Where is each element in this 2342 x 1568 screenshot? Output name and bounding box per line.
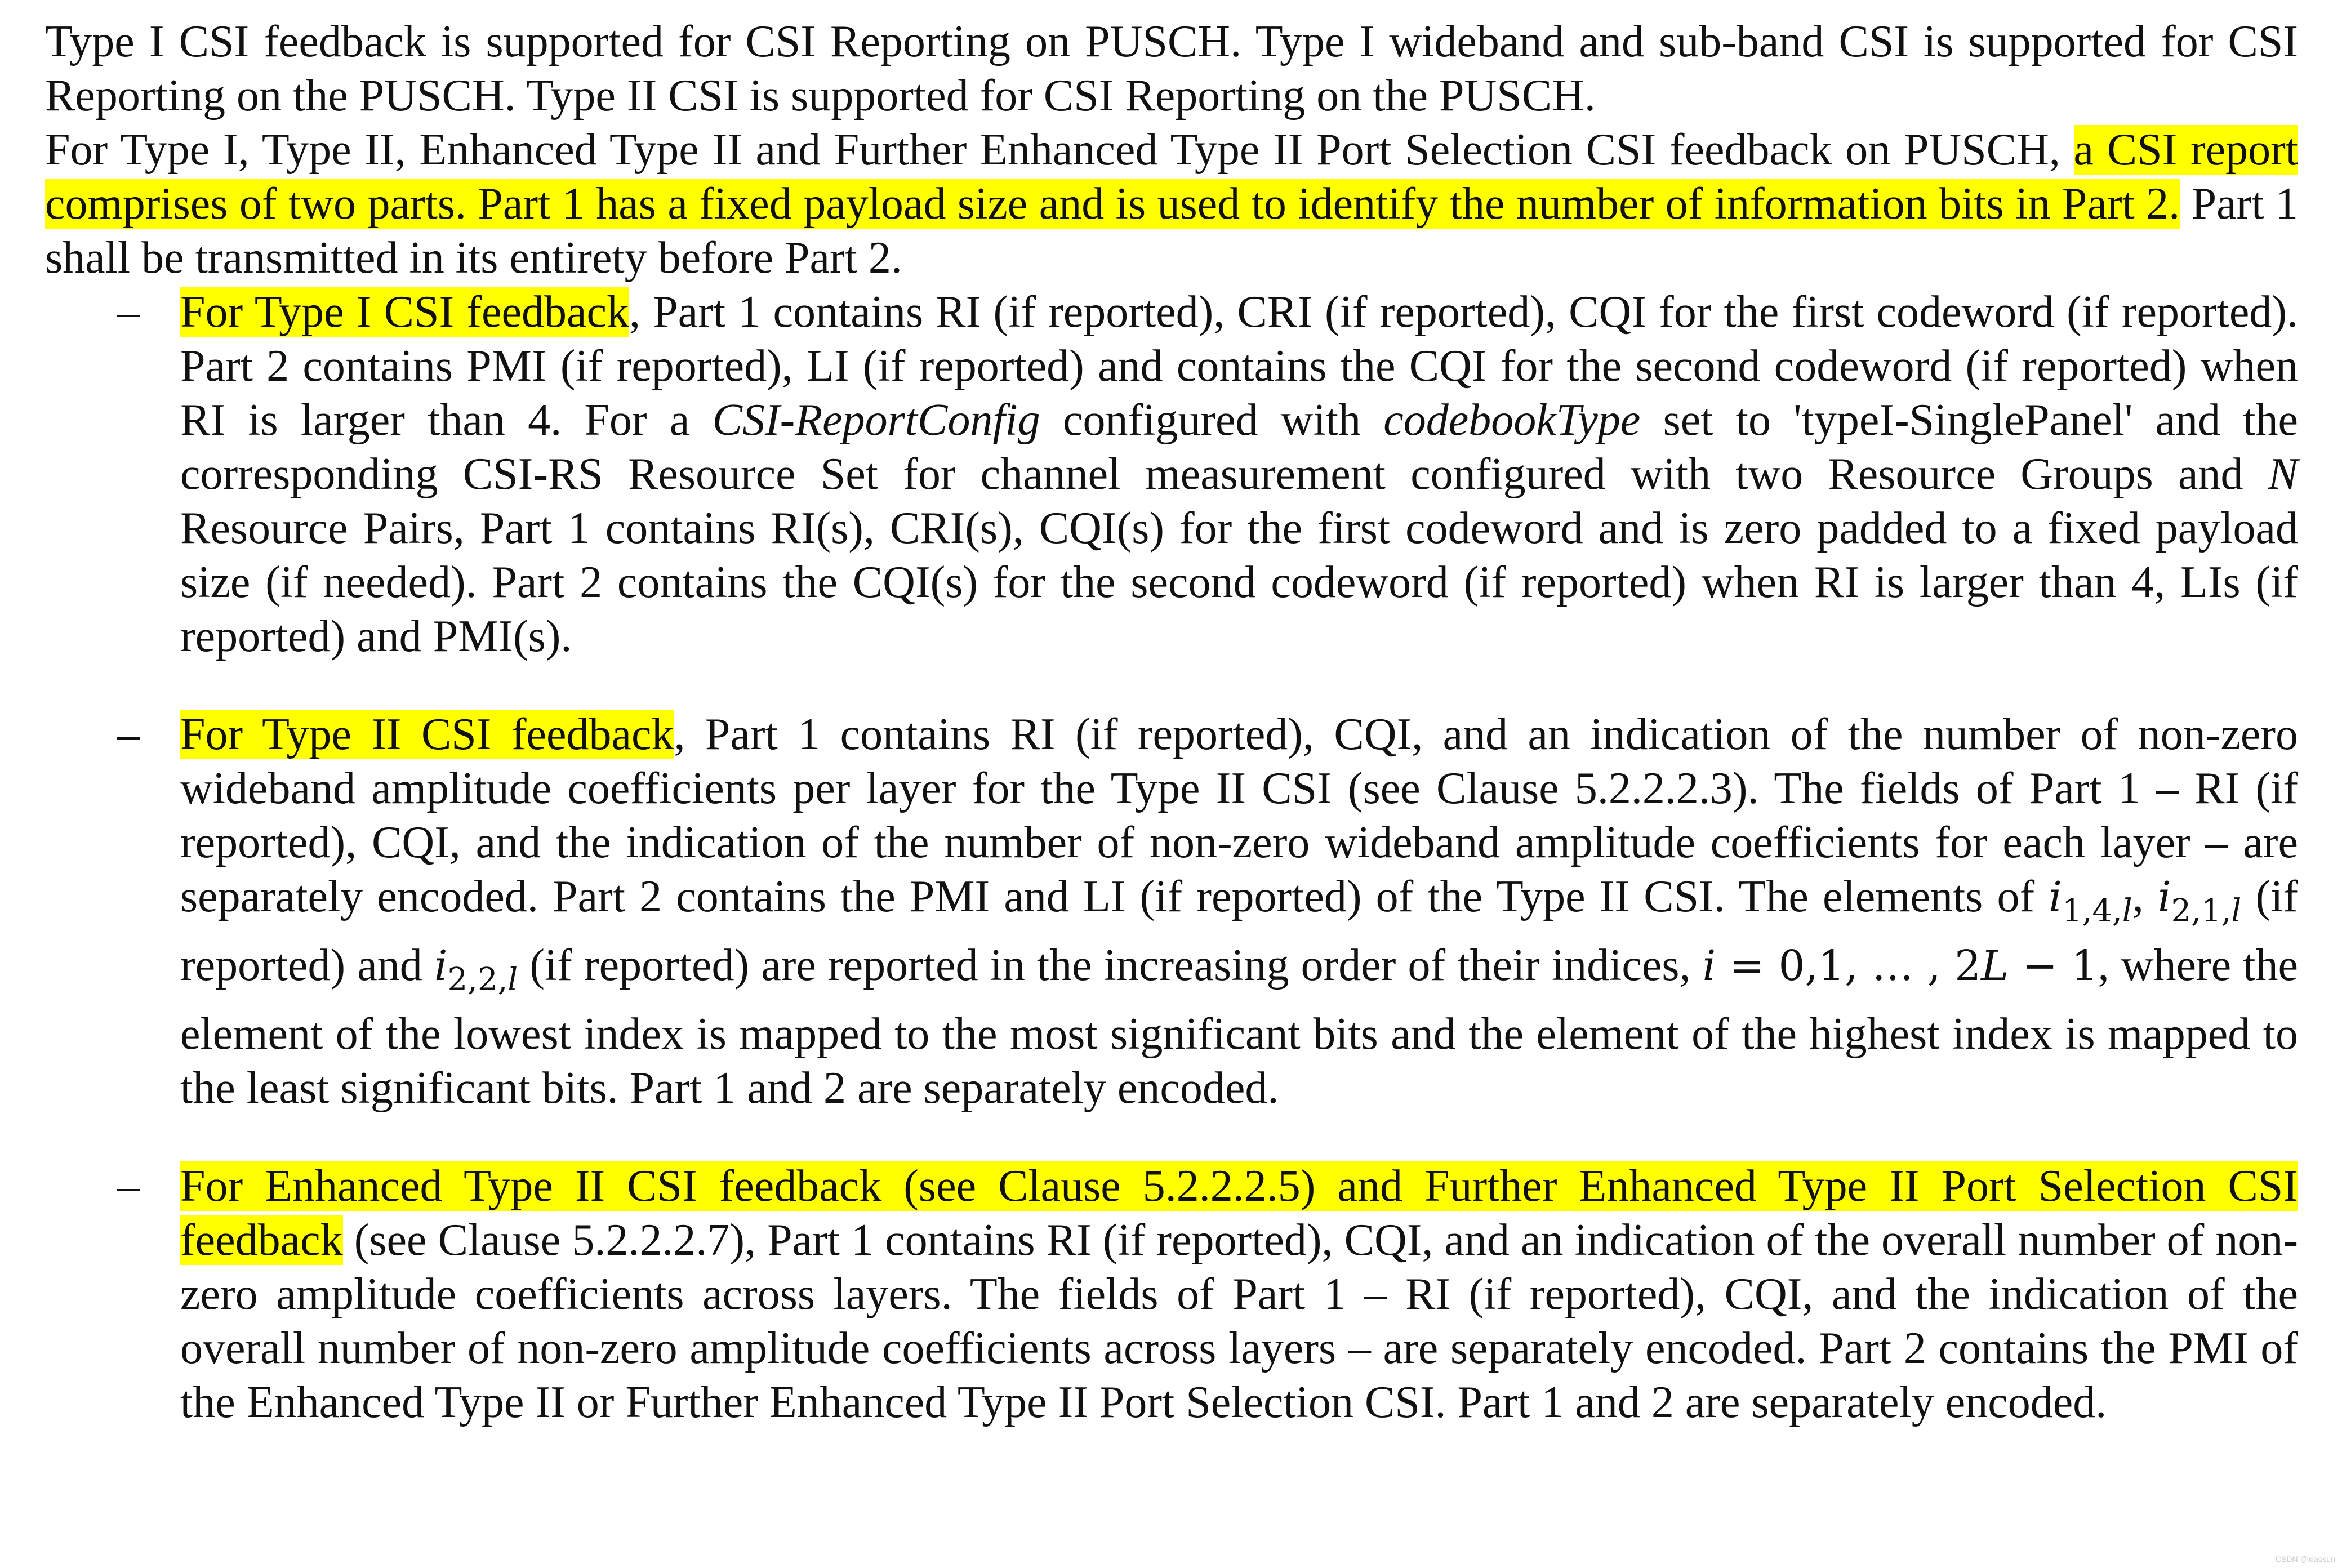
bullet-text: , Part 1 contains RI (if reported), CRI (if reported), CQI for the first codeword (if reported). Part 2 contains PMI (if reported), LI (if reported) and contains the CQI for the second codeword (if reported) when RI is larger than 4. For a	[180, 287, 2299, 445]
math-symbol: i	[2157, 873, 2171, 921]
highlighted-text: For Type II CSI feedback	[180, 710, 674, 759]
math-subscript-part: 2,1,	[2171, 893, 2232, 929]
italic-term: N	[2268, 449, 2298, 499]
math-subscript-part: l	[507, 961, 518, 998]
bullet-type-one-text	[180, 285, 2298, 663]
math-subscript	[2062, 893, 2132, 929]
bullet-type-two-text	[180, 707, 2298, 1115]
bullet-text: where the element of the lowest index is mapped to the most significant bits and the element of the highest index is mapped to the least significant bits. Part 1 and 2 are separately encoded.	[180, 941, 2298, 1113]
paragraph-csi-support	[45, 15, 2298, 123]
math-subscript-part: 1,4,	[2062, 893, 2122, 929]
math-symbol: L	[1981, 942, 2009, 990]
math-subscript	[448, 961, 518, 998]
bullet-type-one	[45, 285, 2298, 663]
math-expression	[434, 942, 518, 998]
paragraph-two-pre: For Type I, Type II, Enhanced Type II and Further Enhanced Type II Port Selection CSI feedback on PUSCH,	[45, 125, 2074, 175]
bullet-enhanced-type-two-text	[180, 1159, 2298, 1429]
bullet-text: Resource Pairs, Part 1 contains RI(s), CRI(s), CQI(s) for the first codeword and is zero padded to a fixed payload size (if needed). Part 2 contains the CQI(s) for the second codeword (if reported) when RI is larger than 4, LIs (if reported) and PMI(s).	[180, 504, 2298, 661]
math-subscript-part: l	[2231, 893, 2242, 929]
math-subscript-part: 2,2,	[447, 961, 508, 998]
math-symbol: i	[1702, 942, 1716, 990]
math-part: − 1	[2009, 942, 2098, 990]
math-subscript-part: l	[2122, 893, 2132, 929]
bullet-text: set to 'typeI-SinglePanel' and the corresponding CSI-RS Resource Set for channel measurement configured with two Resource Groups and	[180, 395, 2299, 499]
bullet-dash: –	[117, 287, 140, 337]
highlighted-text: For Enhanced Type II CSI feedback (see Clause 5.2.2.2.5) and Further Enhanced Type II Port Selection CSI feedback	[180, 1161, 2298, 1265]
bullet-text: , Part 1 contains RI (if reported), CQI, and an indication of the number of non-zero wideband amplitude coefficients per layer for the Type II CSI (see Clause 5.2.2.2.3). The fields of Part 1 – RI (if reported), CQI, and the indication of the number of non-zero wideband amplitude coefficients for each layer – are separately encoded. Part 2 contains the PMI and LI (if reported) of the Type II CSI. The elements of	[180, 710, 2299, 921]
math-symbol: i	[2049, 873, 2062, 921]
document-page	[45, 15, 2298, 1473]
italic-term: codebookType	[1383, 395, 1641, 445]
bullet-text: (if reported) and	[180, 872, 2298, 990]
bullet-text: configured with	[1040, 395, 1384, 445]
punctuation: ,	[2132, 872, 2144, 921]
bullet-type-two	[45, 707, 2298, 1115]
bullet-dash: –	[117, 710, 140, 759]
bullet-enhanced-type-two	[45, 1159, 2298, 1429]
punctuation: ,	[2098, 941, 2109, 990]
math-expression	[2049, 873, 2132, 929]
paragraph-csi-report-parts	[45, 123, 2298, 285]
math-subscript	[2171, 893, 2242, 929]
highlighted-text: a CSI report comprises of two parts. Part 1 has a fixed payload size and is used to identify the number of information bits in Part 2.	[45, 125, 2298, 229]
bullet-text: (if reported) are reported in the increasing order of their indices,	[518, 941, 1703, 990]
watermark: CSDN @xiaosun	[2275, 1554, 2335, 1563]
italic-term: CSI-ReportConfig	[712, 395, 1040, 445]
bullet-dash: –	[117, 1161, 140, 1211]
paragraph-two-post: Part 1 shall be transmitted in its entirety before Part 2.	[45, 179, 2299, 283]
paragraph-csi-support-text: Type I CSI feedback is supported for CSI Reporting on PUSCH. Type I wideband and sub-band CSI is supported for CSI Reporting on the PUSCH. Type II CSI is supported for CSI Reporting on the PUSCH.	[45, 17, 2298, 121]
highlighted-text: For Type I CSI feedback	[180, 287, 630, 337]
math-part: = 0,1, … , 2	[1716, 942, 1982, 990]
math-symbol: i	[434, 942, 448, 990]
math-expression	[1703, 942, 2098, 990]
bullet-text: (see Clause 5.2.2.2.7), Part 1 contains RI (if reported), CQI, and an indication of the overall number of non-zero amplitude coefficients across layers. The fields of Part 1 – RI (if reported), CQI, and the indication of the overall number of non-zero amplitude coefficients across layers – are separately encoded. Part 2 contains the PMI of the Enhanced Type II or Further Enhanced Type II Port Selection CSI. Part 1 and 2 are separately encoded.	[180, 1215, 2298, 1427]
math-expression	[2157, 873, 2242, 929]
